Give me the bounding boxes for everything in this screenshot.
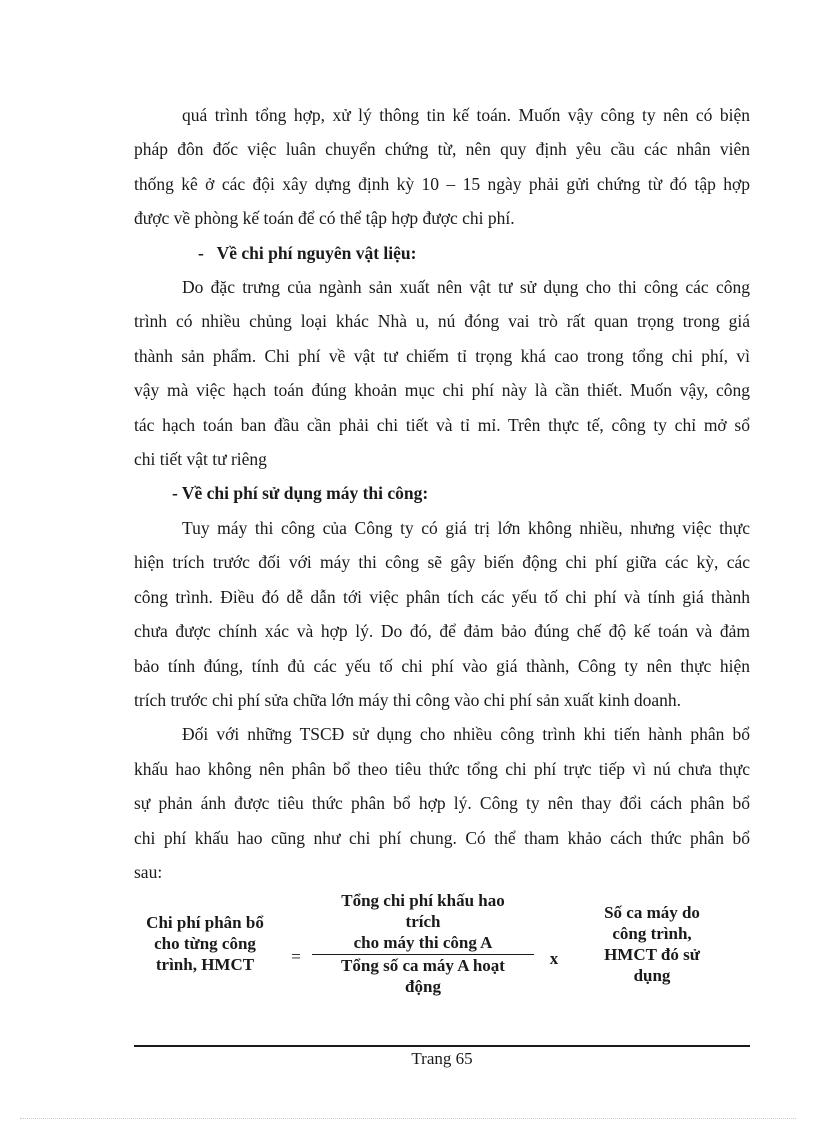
text-line: chi tiết vật tư riêng (134, 449, 267, 470)
text-line: sự phản ánh được tiêu thức phân bổ hợp lý. Công ty nên thay đổi cách phân bổ (134, 793, 750, 814)
text-line: thống kê ở các đội xây dựng định kỳ 10 – 15 ngày phải gửi chứng từ đó tập hợp (134, 173, 750, 194)
paragraph-machinery (134, 511, 750, 717)
formula-text: trình, HMCT (155, 955, 255, 974)
text-line: hiện trích trước đối với máy thi công sẽ gây biến động chi phí giữa các kỳ, các (134, 552, 750, 573)
text-line: khấu hao không nên phân bổ theo tiêu thức tổng chi phí trực tiếp vì nú chưa thực (134, 758, 750, 779)
text-line: chưa được chính xác và hợp lý. Do đó, để đảm bảo đúng chế độ kế toán và đảm (134, 621, 750, 642)
formula-left-term (134, 912, 276, 975)
formula-text: Tổng chi phí khấu hao (341, 891, 505, 910)
text-line: quá trình tổng hợp, xử lý thông tin kế toán. Muốn vậy công ty nên có biện (182, 105, 750, 125)
page-number: Trang 65 (411, 1049, 473, 1068)
formula-text: HMCT đó sử (604, 945, 700, 964)
fraction-denominator (312, 955, 534, 997)
text-line: được về phòng kế toán để có thể tập hợp được chi phí. (134, 208, 515, 229)
section-heading-machinery: - Về chi phí sử dụng máy thi công: (172, 483, 429, 504)
page-edge-dots (20, 1118, 796, 1119)
equals-sign: = (291, 947, 301, 966)
fraction-numerator (312, 890, 534, 955)
section-heading-materials: - Về chi phí nguyên vật liệu: (198, 242, 417, 263)
text-line: trích trước chi phí sửa chữa lớn máy thi công vào chi phí sản xuất kinh doanh. (134, 689, 682, 710)
formula-text: trích (405, 912, 441, 931)
formula-text: động (405, 977, 441, 996)
formula-text: Số ca máy do (604, 903, 700, 922)
formula-text: dụng (633, 966, 671, 985)
text-line: sau: (134, 861, 163, 882)
text-line: Do đặc trưng của ngành sản xuất nên vật tư sử dụng cho thi công các công (182, 277, 750, 298)
formula-text: công trình, (612, 924, 692, 943)
multiply-sign: x (549, 949, 559, 968)
formula-text: Chi phí phân bổ (146, 913, 264, 932)
text-line: pháp đôn đốc việc luân chuyển chứng từ, nên quy định yêu cầu các nhân viên (134, 139, 750, 160)
text-line: Tuy máy thi công của Công ty có giá trị lớn không nhiều, nhưng việc thực (182, 517, 750, 538)
formula-text: cho từng công (154, 934, 256, 953)
text-line: vậy mà việc hạch toán đúng khoản mục chi phí này là cần thiết. Muốn vậy, công (134, 380, 750, 401)
text-line: công trình. Điều đó dễ dẫn tới việc phân tích các yếu tố chi phí và tính giá thành (134, 586, 750, 607)
text-line: Đối với những TSCĐ sử dụng cho nhiều công trình khi tiến hành phân bổ (182, 724, 750, 745)
text-line: thành sản phẩm. Chi phí về vật tư chiếm tỉ trọng khá cao trong tổng chi phí, vì (134, 345, 750, 366)
formula-text: cho máy thi công A (353, 933, 493, 952)
formula-fraction (312, 890, 534, 997)
paragraph-continuation (134, 98, 750, 236)
paragraph-materials (134, 270, 750, 476)
paragraph-depreciation (134, 717, 750, 889)
text-line: chi phí khấu hao cũng như chi phí chung. Có thể tham khảo cách thức phân bổ (134, 827, 750, 848)
body-text (134, 98, 750, 889)
allocation-formula (134, 888, 750, 1008)
text-line: trình có nhiều chủng loại khác Nhà u, nú đóng vai trò rất quan trọng trong giá (134, 311, 750, 332)
formula-text: Tổng số ca máy A hoạt (341, 956, 505, 975)
text-line: bảo tính đúng, tính đủ các yếu tố chi phí vào giá thành, Công ty nên thực hiện (134, 655, 750, 676)
footer-divider (134, 1045, 750, 1047)
text-line: tác hạch toán ban đầu cần phải chi tiết và tỉ mỉ. Trên thực tế, công ty chỉ mở sổ (134, 414, 750, 435)
formula-right-term (576, 902, 728, 986)
